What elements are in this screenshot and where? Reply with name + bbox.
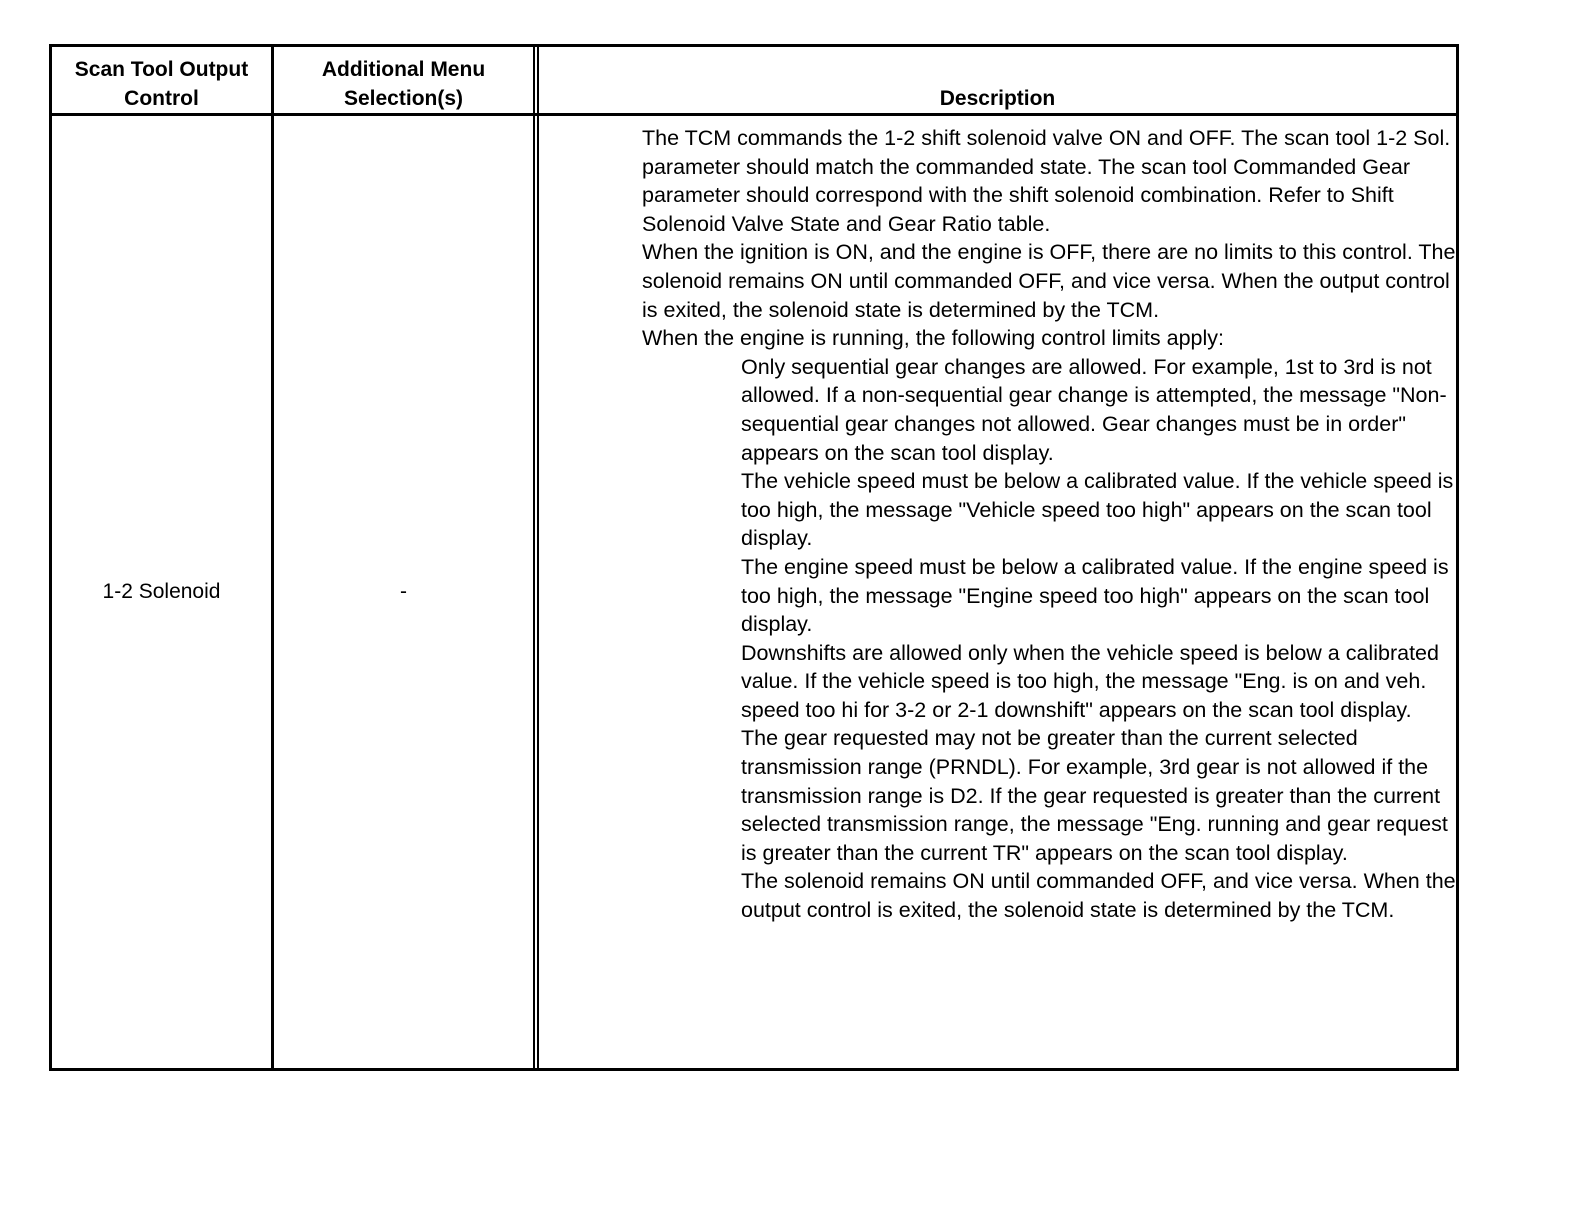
description-paragraph: When the ignition is ON, and the engine is OFF, there are no limits to this control. The solenoid remains ON until commanded OFF, and vice versa. When the output control is exited, the solenoid state is determined by the TCM. (642, 240, 1456, 322)
control-limit-item: Downshifts are allowed only when the vehicle speed is below a calibrated value. If the vehicle speed is too high, the message "Eng. is on and veh. speed too hi for 3-2 or 2-1 downshift" appears on the scan tool display. (741, 640, 1439, 722)
control-limit-item: Only sequential gear changes are allowed. For example, 1st to 3rd is not allowed. If a non-sequential gear change is attempted, the message "Non-sequential gear changes not allowed. Gear changes must be in order" appears on the scan tool display. (741, 354, 1447, 465)
header-additional-menu-selections: Additional Menu Selection(s) (321, 58, 486, 110)
column-divider (271, 47, 274, 1068)
control-limit-item: The gear requested may not be greater than the current selected transmission range (PRNDL). For example, 3rd gear is not allowed if the transmission range is D2. If the gear requested is greater than the current selected transmission range, the message "Eng. running and gear request is greater than the current TR" appears on the scan tool display. (741, 726, 1448, 865)
output-control-table (49, 44, 1459, 1071)
header-description: Description (939, 87, 1056, 110)
control-limit-item: The vehicle speed must be below a calibrated value. If the vehicle speed is too high, the message "Vehicle speed too high" appears on the scan tool display. (741, 469, 1454, 551)
column-divider-double-right (537, 47, 539, 1068)
cell-menu-selection: - (400, 580, 407, 603)
cell-description (642, 124, 1456, 925)
column-divider-double-left (533, 47, 535, 1068)
description-paragraph: When the engine is running, the following control limits apply: (642, 326, 1225, 351)
header-scan-tool-output-control: Scan Tool Output Control (74, 58, 249, 110)
control-limit-item: The engine speed must be below a calibrated value. If the engine speed is too high, the message "Engine speed too high" appears on the scan tool display. (741, 554, 1449, 637)
cell-output-control: 1-2 Solenoid (102, 580, 221, 603)
control-limit-item: The solenoid remains ON until commanded OFF, and vice versa. When the output control is exited, the solenoid state is determined by the TCM. (741, 869, 1456, 923)
description-paragraph: The TCM commands the 1-2 shift solenoid valve ON and OFF. The scan tool 1-2 Sol. parameter should match the commanded state. The scan tool Commanded Gear parameter should correspond with the shift solenoid combination. Refer to Shift Solenoid Valve State and Gear Ratio table. (642, 126, 1451, 236)
